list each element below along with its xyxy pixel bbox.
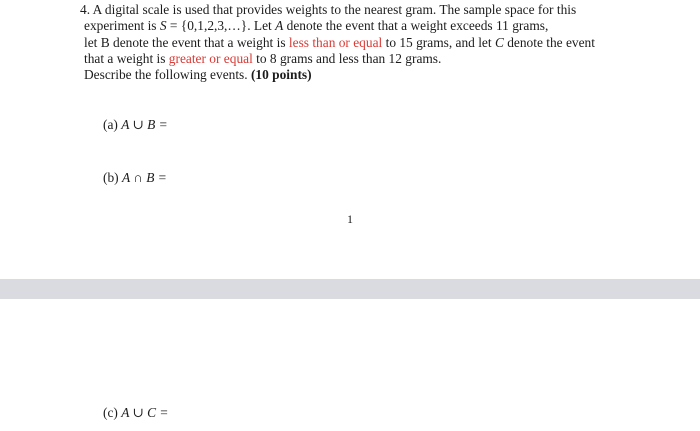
problem-line-2 xyxy=(84,18,684,34)
problem-intro-text: 4. A digital scale is used that provides weights to the nearest gram. The sample space for this xyxy=(80,2,577,17)
part-b xyxy=(103,170,167,186)
event-c-definition: to 8 grams and less than 12 grams. xyxy=(252,50,442,66)
problem-line-3 xyxy=(84,35,684,51)
problem-line-5 xyxy=(84,67,684,83)
part-b-label: (b) xyxy=(103,170,122,185)
instructions-text: Describe the following events. xyxy=(84,67,251,83)
problem-statement xyxy=(80,2,684,83)
part-c xyxy=(103,405,168,421)
event-b-intro: let B denote the event that a weight is xyxy=(84,34,289,50)
event-b-rest: to 15 grams, and let xyxy=(382,34,495,50)
event-a-symbol: A xyxy=(275,18,284,34)
problem-line-1 xyxy=(80,2,684,18)
part-a-expression: A ∪ B = xyxy=(121,117,168,132)
sample-space-set: = {0,1,2,3,…}. Let xyxy=(166,18,276,34)
event-b-highlight: less than or equal xyxy=(288,34,383,50)
event-c-symbol: C xyxy=(494,34,504,50)
event-c-highlight: greater or equal xyxy=(168,50,253,66)
event-c-intro: denote the event xyxy=(503,34,595,50)
page-divider xyxy=(0,279,700,299)
event-c-pre: that a weight is xyxy=(84,50,169,66)
part-a-label: (a) xyxy=(103,117,122,132)
page-number: 1 xyxy=(347,212,353,226)
part-c-expression: A ∪ C = xyxy=(121,405,169,420)
problem-line-4 xyxy=(84,51,684,67)
event-a-definition: denote the event that a weight exceeds 11 grams, xyxy=(283,18,549,34)
part-b-expression: A ∩ B = xyxy=(121,170,167,185)
sample-space-intro: experiment is xyxy=(84,18,160,34)
part-c-label: (c) xyxy=(103,405,122,420)
points-label: (10 points) xyxy=(250,67,312,83)
part-a xyxy=(103,117,168,133)
sample-space-symbol: S xyxy=(159,18,167,34)
